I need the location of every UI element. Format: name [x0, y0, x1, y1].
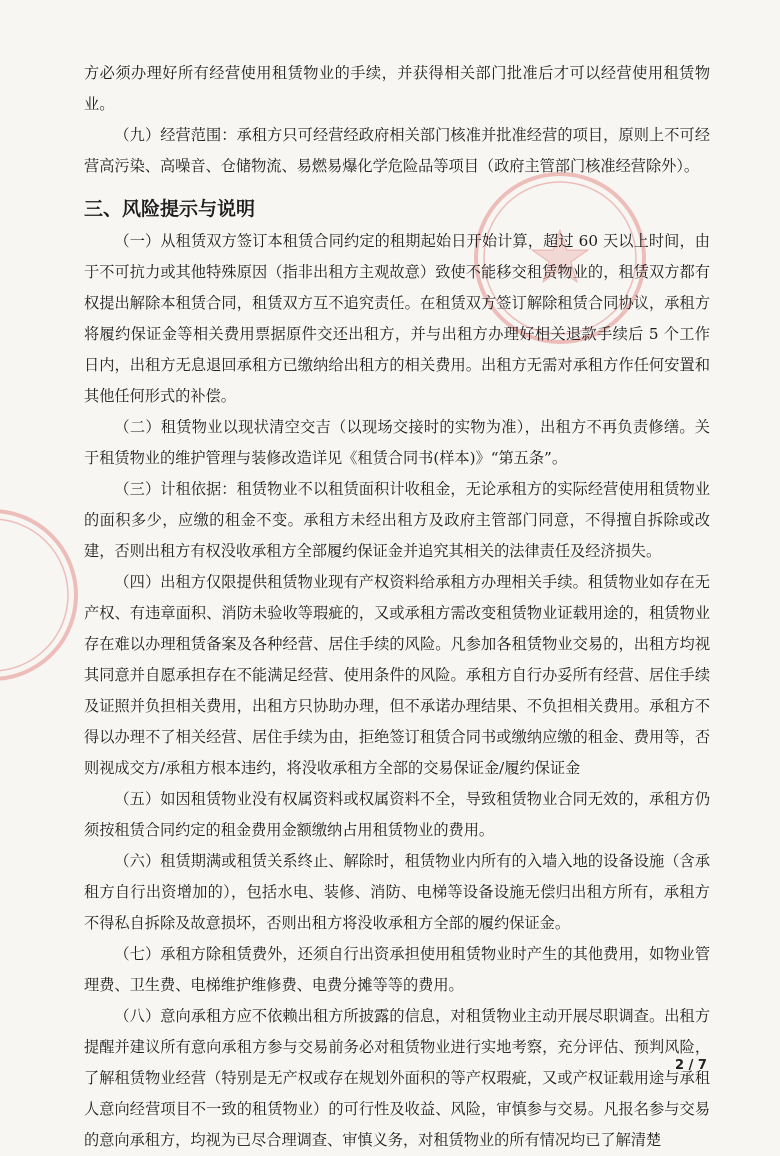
paragraph-risk-3: （三）计租依据：租赁物业不以租赁面积计收租金，无论承租方的实际经营使用租赁物业的面积多少，应缴的租金不变。承租方未经出租方及政府主管部门同意，不得擅自拆除或改建，否则出租方有权没收承租方全部履约保证金并追究其相关的法律责任及经济损失。 [84, 480, 710, 560]
paragraph-risk-5: （五）如因租赁物业没有权属资料或权属资料不全，导致租赁物业合同无效的，承租方仍须按租赁合同约定的租金费用金额缴纳占用租赁物业的费用。 [84, 790, 710, 839]
page-number: 2 / 7 [675, 1058, 707, 1073]
paragraph-risk-1: （一）从租赁双方签订本租赁合同约定的租期起始日开始计算，超过 60 天以上时间，由于不可抗力或其他特殊原因（指非出租方主观故意）致使不能移交租赁物业的，租赁双方都有权提出解除本租赁合同，租赁双方互不追究责任。在租赁双方签订解除租赁合同协议，承租方将履约保证金等相关费用票据原件交还出租方，并与出租方办理好相关退款手续后 5 个工作日内，出租方无息退回承租方已缴纳给出租方的相关费用。出租方无需对承租方作任何安置和其他任何形式的补偿。 [84, 232, 710, 405]
paragraph-risk-8: （八）意向承租方应不依赖出租方所披露的信息，对租赁物业主动开展尽职调查。出租方提醒并建议所有意向承租方参与交易前务必对租赁物业进行实地考察，充分评估、预判风险，了解租赁物业经营（特别是无产权或存在规划外面积的等产权瑕疵，又或产权证载用途与承租人意向经营项目不一致的租赁物业）的可行性及收益、风险，审慎参与交易。凡报名参与交易的意向承租方，均视为已尽合理调查、审慎义务，对租赁物业的所有情况均已了解清楚 [84, 1007, 710, 1149]
document-body [84, 58, 710, 1156]
paragraph-continuation: 方必须办理好所有经营使用租赁物业的手续，并获得相关部门批准后才可以经营使用租赁物业。 [84, 64, 710, 113]
paragraph-risk-7: （七）承租方除租赁费外，还须自行出资承担使用租赁物业时产生的其他费用，如物业管理费、卫生费、电梯维护维修费、电费分摊等等的费用。 [84, 945, 710, 994]
paragraph-risk-6: （六）租赁期满或租赁关系终止、解除时，租赁物业内所有的入墙入地的设备设施（含承租方自行出资增加的），包括水电、装修、消防、电梯等设备设施无偿归出租方所有，承租方不得私自拆除及故意损坏，否则出租方将没收承租方全部的履约保证金。 [84, 852, 710, 932]
paragraph-risk-4: （四）出租方仅限提供租赁物业现有产权资料给承租方办理相关手续。租赁物业如存在无产权、有违章面积、消防未验收等瑕疵的，又或承租方需改变租赁物业证载用途的，租赁物业存在难以办理租赁备案及各种经营、居住手续的风险。凡参加各租赁物业交易的，出租方均视其同意并自愿承担存在不能满足经营、使用条件的风险。承租方自行办妥所有经营、居住手续及证照并负担相关费用，出租方只协助办理，但不承诺办理结果、不负担相关费用。承租方不得以办理不了相关经营、居住手续为由，拒绝签订租赁合同书或缴纳应缴的租金、费用等，否则视成交方/承租方根本违约，将没收承租方全部的交易保证金/履约保证金 [84, 573, 710, 777]
paragraph-business-scope: （九）经营范围：承租方只可经营经政府相关部门核准并批准经营的项目，原则上不可经营高污染、高噪音、仓储物流、易燃易爆化学危险品等项目（政府主管部门核准经营除外）。 [84, 126, 710, 175]
section-heading: 三、风险提示与说明 [84, 198, 256, 220]
official-seal-left-icon [0, 505, 80, 685]
paragraph-risk-2: （二）租赁物业以现状清空交吉（以现场交接时的实物为准），出租方不再负责修缮。关于租赁物业的维护管理与装修改造详见《租赁合同书(样本)》“第五条”。 [84, 418, 710, 467]
